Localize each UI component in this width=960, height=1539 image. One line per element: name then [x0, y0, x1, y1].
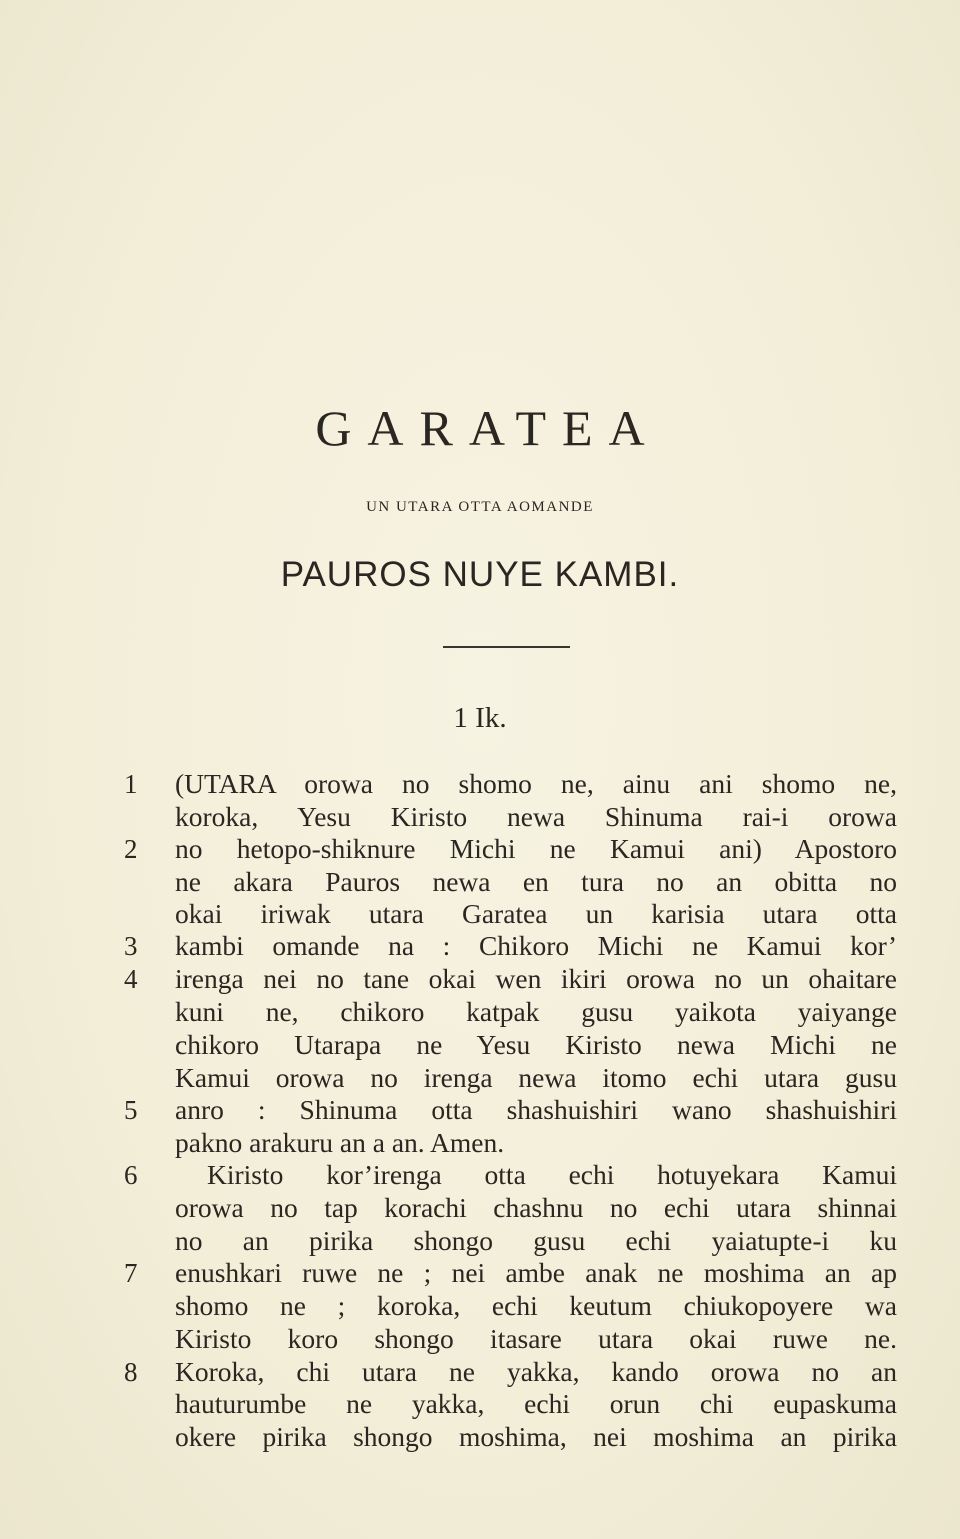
- verse-number-6: 6: [124, 1160, 138, 1190]
- text-line: kuni ne, chikoro katpak gusu yaikota yaiyange: [175, 996, 897, 1027]
- text-line: kambi omande na : Chikoro Michi ne Kamui kor’: [175, 930, 897, 961]
- verse-number-8: 8: [124, 1357, 138, 1387]
- text-line: hauturumbe ne yakka, echi orun chi eupaskuma: [175, 1388, 897, 1419]
- book-title: GARATEA: [315, 400, 661, 456]
- text-line: enushkari ruwe ne ; nei ambe anak ne moshima an ap: [175, 1257, 897, 1288]
- text-line: Kamui orowa no irenga newa itomo echi utara gusu: [175, 1062, 897, 1093]
- text-line: okere pirika shongo moshima, nei moshima an pirika: [175, 1421, 897, 1452]
- text-line: Kiristo koro shongo itasare utara okai ruwe ne.: [175, 1323, 897, 1354]
- text-line: koroka, Yesu Kiristo newa Shinuma rai-i orowa: [175, 801, 897, 832]
- verse-number-4: 4: [124, 964, 138, 994]
- verse-number-3: 3: [124, 931, 138, 961]
- text-line: shomo ne ; koroka, echi keutum chiukopoyere wa: [175, 1290, 897, 1321]
- text-line: irenga nei no tane okai wen ikiri orowa no un ohaitare: [175, 963, 897, 994]
- text-line: no hetopo-shiknure Michi ne Kamui ani) Apostoro: [175, 833, 897, 864]
- text-line: okai iriwak utara Garatea un karisia utara otta: [175, 898, 897, 929]
- text-line: anro : Shinuma otta shashuishiri wano shashuishiri: [175, 1094, 897, 1125]
- book-subtitle: UN UTARA OTTA AOMANDE: [366, 499, 594, 515]
- text-line: Koroka, chi utara ne yakka, kando orowa no an: [175, 1356, 897, 1387]
- divider-rule: [443, 646, 570, 648]
- book-heading: PAUROS NUYE KAMBI.: [280, 555, 680, 594]
- text-line: no an pirika shongo gusu echi yaiatupte-i ku: [175, 1225, 897, 1256]
- text-line: pakno arakuru an a an. Amen.: [175, 1127, 505, 1158]
- text-line: orowa no tap korachi chashnu no echi utara shinnai: [175, 1192, 897, 1223]
- text-line: Kiristo kor’irenga otta echi hotuyekara Kamui: [207, 1159, 897, 1190]
- text-line: (UTARA orowa no shomo ne, ainu ani shomo ne,: [175, 768, 897, 799]
- verse-number-5: 5: [124, 1095, 138, 1125]
- chapter-label: 1 Ik.: [453, 702, 507, 734]
- verse-number-1: 1: [124, 769, 138, 799]
- verse-number-2: 2: [124, 834, 138, 864]
- verse-number-7: 7: [124, 1258, 138, 1288]
- text-line: chikoro Utarapa ne Yesu Kiristo newa Michi ne: [175, 1029, 897, 1060]
- text-line: ne akara Pauros newa en tura no an obitta no: [175, 866, 897, 897]
